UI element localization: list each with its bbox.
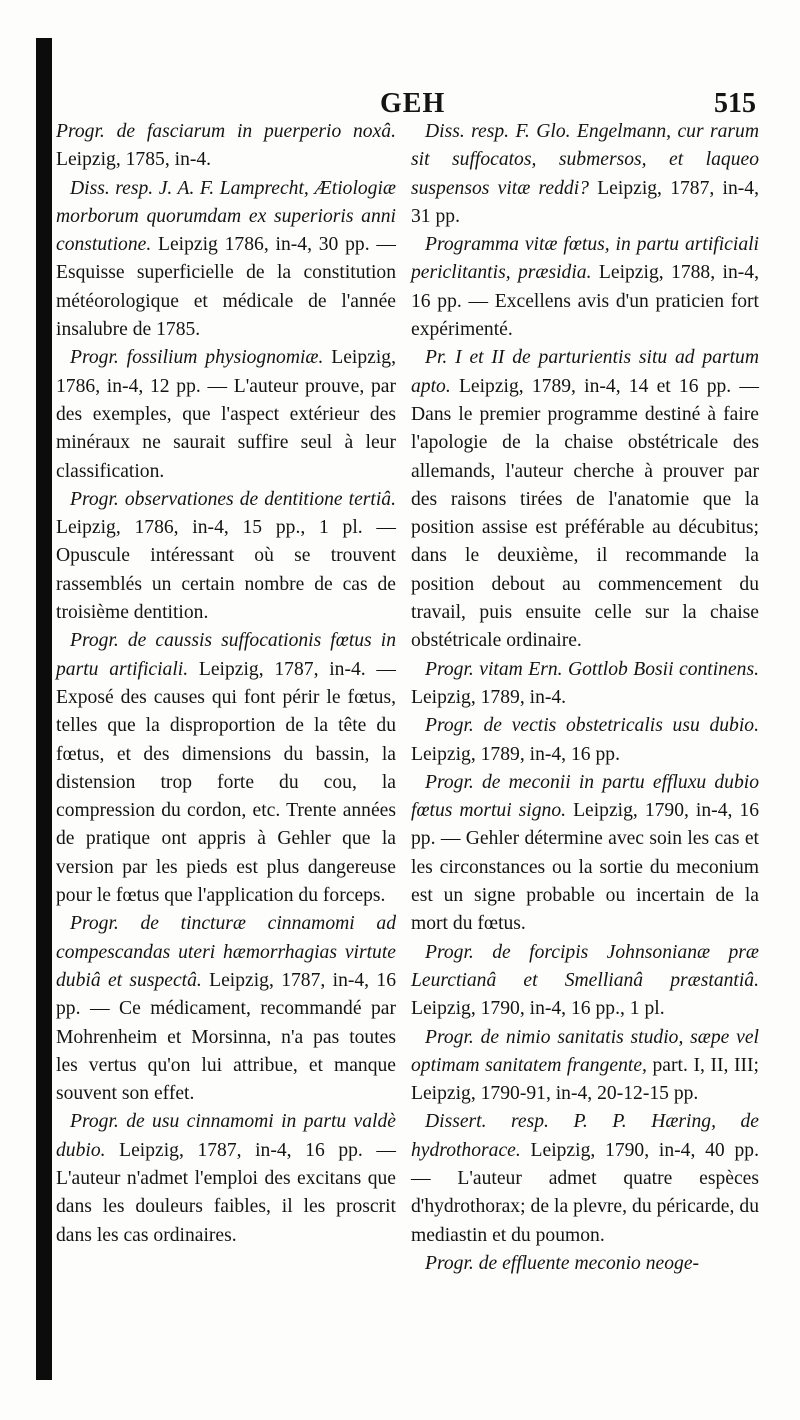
entry-body: part. I, II, III; Leipzig, 1790-91, in-4, 20-12-15 pp.	[411, 1054, 759, 1105]
right-column	[411, 118, 759, 1278]
entry-title: Progr. vitam Ern. Gottlob Bosii continens.	[425, 658, 759, 680]
scanned-page-edge	[36, 38, 52, 1380]
bibliography-entry	[411, 344, 759, 655]
entry-title: Diss. resp. F. Glo. Engelmann, cur rarum sit suffocatos, submersos, et laqueo suspensos vitæ reddi?	[411, 121, 759, 199]
entry-title: Progr. de tincturæ cinnamomi ad compescandas uteri hæmorrhagias virtute dubiâ et suspectâ.	[56, 913, 396, 991]
entry-body: Leipzig 1786, in-4, 30 pp. — Esquisse superficielle de la constitution météorologique et médicale de l'année insalubre de 1785.	[56, 234, 396, 341]
running-title: GEH	[380, 88, 446, 119]
bibliography-entry	[411, 1108, 759, 1249]
bibliography-entry	[56, 910, 396, 1108]
bibliography-entry	[56, 1108, 396, 1249]
entry-title: Progr. observationes de dentitione tertiâ.	[70, 488, 396, 510]
bibliography-entry	[411, 118, 759, 231]
entry-title: Progr. de fasciarum in puerperio noxâ.	[56, 121, 396, 142]
page-number: 515	[714, 88, 756, 119]
entry-title: Progr. de effluente meconio neoge-	[425, 1252, 700, 1274]
entry-title: Progr. de caussis suffocationis fœtus in partu artificiali.	[56, 630, 396, 680]
bibliography-entry	[56, 627, 396, 910]
entry-title: Progr. de nimio sanitatis studio, sæpe vel optimam sanitatem frangente,	[411, 1026, 759, 1076]
bibliography-entry	[411, 231, 759, 344]
entry-body: Leipzig, 1790, in-4, 16 pp. — Gehler détermine avec soin les cas et les circonstances ou la sortie du meconium est un signe probable ou incertain de la mort du fœtus.	[411, 800, 759, 935]
entry-body: Leipzig, 1787, in-4. — Exposé des causes qui font périr le fœtus, telles que la disproportion de la tête du fœtus, et des dimensions du bassin, la distension trop forte du cou, la compression du cordon, etc. Trente années de pratique ont appris à Gehler que la version par les pieds est plus dangereuse pour le fœtus que l'application du forceps.	[56, 658, 397, 907]
entry-title: Pr. I et II de parturientis situ ad partum apto.	[411, 347, 759, 397]
entry-body: Leipzig, 1787, in-4, 16 pp. — L'auteur n'admet l'emploi des excitans que dans les douleurs faibles, il les proscrit dans les cas ordinaires.	[56, 1139, 396, 1246]
entry-body: Leipzig, 1785, in-4.	[56, 149, 212, 171]
entry-title: Progr. fossilium physiognomiæ.	[70, 347, 324, 369]
bibliography-entry	[411, 712, 759, 769]
bibliography-entry	[411, 769, 759, 939]
entry-body: Leipzig, 1789, in-4, 16 pp.	[411, 743, 620, 765]
bibliography-entry	[411, 939, 759, 1024]
bibliography-entry	[411, 1250, 759, 1278]
entry-body: Leipzig, 1790, in-4, 16 pp., 1 pl.	[411, 998, 665, 1020]
entry-title: Progr. de vectis obstetricalis usu dubio.	[425, 715, 759, 737]
entry-title: Progr. de meconii in partu effluxu dubio fœtus mortui signo.	[411, 771, 759, 822]
entry-body: Leipzig, 1788, in-4, 16 pp. — Excellens avis d'un praticien fort expérimenté.	[411, 262, 759, 341]
entry-title: Programma vitæ fœtus, in partu artificiali periclitantis, præsidia.	[411, 234, 759, 284]
entry-title: Progr. de usu cinnamomi in partu valdè dubio.	[56, 1111, 396, 1161]
entry-title: Diss. resp. J. A. F. Lamprecht, Ætiologiæ morborum quorumdam ex superioris anni constutione.	[56, 177, 396, 256]
bibliography-entry	[56, 175, 396, 345]
entry-body: Leipzig, 1789, in-4.	[411, 686, 567, 708]
entry-body: Leipzig, 1786, in-4, 15 pp., 1 pl. — Opuscule intéressant où se trouvent rassemblés un certain nombre de cas de troisième dentition.	[56, 517, 396, 624]
entry-body: Leipzig, 1789, in-4, 14 et 16 pp. — Dans le premier programme destiné à faire l'apologie de la chaise obstétricale des allemands, l'auteur cherche à prouver par des raisons tirées de l'anatomie que la position assise est préférable au décubitus; dans le deuxième, il recommande la position debout au commencement du travail, puis ensuite celle sur la chaise obstétricale ordinaire.	[411, 375, 759, 652]
bibliography-entry	[56, 118, 396, 175]
bibliography-entry	[411, 1024, 759, 1109]
bibliography-entry	[411, 656, 759, 713]
entry-title: Progr. de forcipis Johnsonianæ præ Leurctianâ et Smellianâ præstantiâ.	[411, 941, 759, 991]
entry-body: Leipzig, 1787, in-4, 16 pp. — Ce médicament, recommandé par Mohrenheim et Morsinna, n'a pas toutes les vertus qu'on lui attribue, et manque souvent son effet.	[56, 969, 396, 1105]
bibliography-entry	[56, 344, 396, 485]
entry-title: Dissert. resp. P. P. Hæring, de hydrothorace.	[411, 1111, 759, 1161]
bibliography-entry	[56, 486, 396, 627]
entry-body: Leipzig, 1786, in-4, 12 pp. — L'auteur prouve, par des exemples, que l'aspect extérieur des minéraux ne saurait suffire seul à leur classification.	[56, 347, 396, 482]
left-column	[56, 118, 396, 1250]
entry-body: Leipzig, 1790, in-4, 40 pp. — L'auteur admet quatre espèces d'hydrothorax; de la plevre, du péricarde, du mediastin et du poumon.	[411, 1139, 759, 1246]
entry-body: Leipzig, 1787, in-4, 31 pp.	[411, 177, 759, 227]
